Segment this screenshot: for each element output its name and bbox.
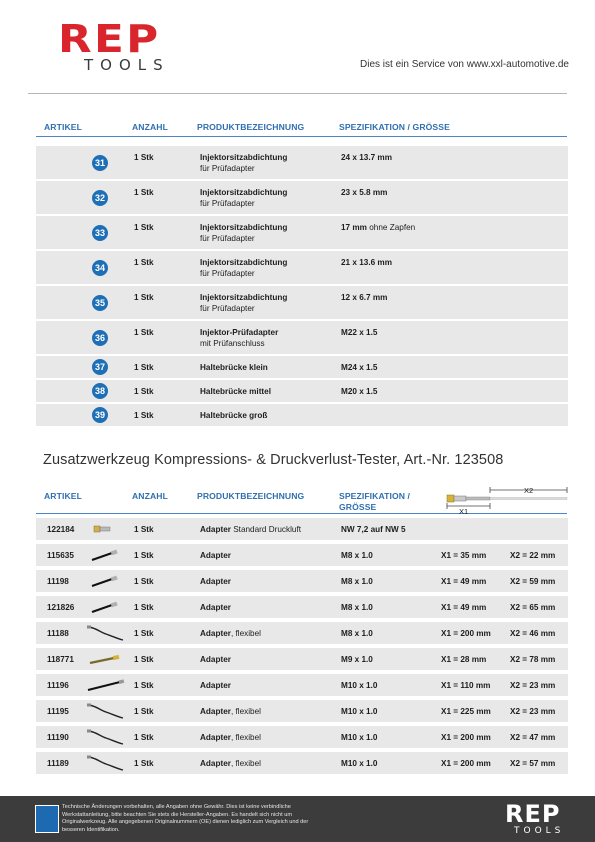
item-number-badge: 34 [92,260,108,276]
row-name-main: Adapter [200,759,231,768]
row-x1: X1 = 200 mm [441,733,491,742]
row-spec: M10 x 1.0 [341,681,378,690]
row-name [200,363,268,374]
row-x1: X1 = 110 mm [441,681,491,690]
header-divider [28,93,567,94]
row-name-main: Injektorsitzabdichtung [200,293,288,302]
row-article-number: 11195 [47,707,69,716]
table1-row [36,251,568,284]
row-qty: 1 Stk [134,387,154,396]
adapter-image-icon [86,572,126,590]
footer-logo-sub: TOOLS [514,826,565,836]
row-name-main: Adapter [200,681,231,690]
row-name [200,153,287,173]
row-name-main: Injektorsitzabdichtung [200,258,288,267]
row-name-main: Adapter [200,551,231,560]
row-qty: 1 Stk [134,411,154,420]
service-text: Dies ist ein Service von www.xxl-automotive.de [360,59,569,70]
footer-logo [505,802,564,836]
row-article-number: 118771 [47,655,74,664]
row-spec: M8 x 1.0 [341,551,373,560]
row-qty: 1 Stk [134,188,154,197]
x1-label: X1 [459,507,469,516]
table1-row [36,216,568,249]
row-article-number: 11196 [47,681,69,690]
row-name-sub: für Prüfadapter [200,199,255,208]
row-name-main: Haltebrücke mittel [200,387,271,396]
table2-row [36,752,568,774]
row-spec: M9 x 1.0 [341,655,373,664]
row-name [200,759,261,768]
row-x1: X1 = 225 mm [441,707,491,716]
row-x1: X1 = 35 mm [441,551,487,560]
row-x2: X2 = 57 mm [510,759,556,768]
row-spec: M8 x 1.0 [341,577,373,586]
table2-row [36,570,568,592]
item-number-badge: 33 [92,225,108,241]
table1-header-rule [36,136,567,137]
row-article-number: 121826 [47,603,75,612]
row-name-sub: für Prüfadapter [200,234,255,243]
row-name-main: Adapter [200,733,231,742]
adapter-image-icon [86,598,126,616]
table2-row [36,518,568,540]
row-spec [341,188,387,197]
row-name-main: Injektor-Prüfadapter [200,328,279,337]
footer-disclaimer: Technische Änderungen vorbehalten, alle Angaben ohne Gewähr. Dies ist keine verbindliche Werkstattanleitung, bitte beachten Sie stets die Hersteller-Angaben. Es handelt sich nicht um Originalwerkzeug. Alle angegebenen Originalnummern (OE) dienen lediglich zum Vergleich und der besseren Identifikation. [62,804,309,833]
col-spezifikation: SPEZIFIKATION / [339,491,411,501]
row-article-number: 11189 [47,759,69,768]
row-qty: 1 Stk [134,707,154,716]
row-x2: X2 = 23 mm [510,681,556,690]
table1-row [36,181,568,214]
row-name [200,603,231,612]
x2-label: X2 [524,486,534,495]
row-name-main: Injektorsitzabdichtung [200,153,288,162]
row-x2: X2 = 46 mm [510,629,556,638]
row-spec: M8 x 1.0 [341,603,373,612]
row-qty: 1 Stk [134,759,154,768]
table2-row [36,596,568,618]
row-name [200,188,287,208]
table2-row [36,648,568,670]
row-spec-main: 21 x 13.6 mm [341,258,392,267]
row-x1: X1 = 49 mm [441,603,487,612]
row-spec [341,363,377,372]
table1-row [36,404,568,426]
adapter-image-icon [86,546,126,564]
logo-main: REP [58,17,161,61]
row-name-sub: für Prüfadapter [200,269,255,278]
row-spec: M10 x 1.0 [341,759,378,768]
adapter-image-icon [86,520,126,538]
row-name-main: Adapter [200,629,231,638]
row-article-number: 11190 [47,733,69,742]
item-number-badge: 35 [92,295,108,311]
row-spec [341,387,377,396]
table1-row [36,356,568,378]
row-spec-main: 24 x 13.7 mm [341,153,392,162]
row-qty: 1 Stk [134,328,154,337]
row-name [200,525,301,534]
adapter-image-icon [86,624,126,642]
row-spec [341,223,415,232]
row-name [200,655,231,664]
row-spec: NW 7,2 auf NW 5 [341,525,406,534]
row-article-number: 122184 [47,525,75,534]
row-article-number: 11188 [47,629,69,638]
row-qty: 1 Stk [134,629,154,638]
row-name [200,629,261,638]
row-spec [341,293,387,302]
row-name [200,577,231,586]
item-number-badge: 39 [92,407,108,423]
row-qty: 1 Stk [134,681,154,690]
row-name [200,733,261,742]
row-name-extra: , flexibel [230,629,261,638]
table1-row [36,286,568,319]
col-anzahl: ANZAHL [132,122,168,132]
row-qty: 1 Stk [134,551,154,560]
row-name-extra: , flexibel [230,759,261,768]
table1-row [36,146,568,179]
item-number-badge: 38 [92,383,108,399]
row-x2: X2 = 22 mm [510,551,556,560]
table1-row [36,321,568,354]
row-name [200,411,267,422]
logo-sub: TOOLS [84,56,170,74]
row-spec-main: 12 x 6.7 mm [341,293,388,302]
col-produkt: PRODUKTBEZEICHNUNG [197,122,305,132]
item-number-badge: 37 [92,359,108,375]
footer-logo-main: REP [505,800,561,828]
row-spec: M10 x 1.0 [341,707,378,716]
row-name-main: Injektorsitzabdichtung [200,223,288,232]
row-name [200,258,287,278]
row-article-number: 115635 [47,551,74,560]
row-qty: 1 Stk [134,603,154,612]
row-name-main: Adapter [200,525,231,534]
table2-row [36,622,568,644]
item-number-badge: 36 [92,330,108,346]
table2-row [36,674,568,696]
row-x1: X1 = 28 mm [441,655,487,664]
row-qty: 1 Stk [134,733,154,742]
row-x2: X2 = 23 mm [510,707,556,716]
row-x2: X2 = 59 mm [510,577,556,586]
row-x1: X1 = 200 mm [441,629,491,638]
table1-header [36,122,567,140]
rep-tools-logo [58,17,170,74]
row-spec: M8 x 1.0 [341,629,373,638]
adapter-image-icon [86,728,126,746]
row-spec-main: 23 x 5.8 mm [341,188,388,197]
row-name-main: Adapter [200,707,231,716]
row-x2: X2 = 47 mm [510,733,556,742]
row-qty: 1 Stk [134,258,154,267]
row-spec-main: M24 x 1.5 [341,363,378,372]
row-qty: 1 Stk [134,577,154,586]
section-title: Zusatzwerkzeug Kompressions- & Druckverlust-Tester, Art.-Nr. 123508 [43,452,504,468]
row-name-main: Adapter [200,577,231,586]
col-artikel: ARTIKEL [44,491,82,501]
row-x1: X1 = 49 mm [441,577,487,586]
row-name [200,551,231,560]
col-artikel: ARTIKEL [44,122,82,132]
row-x1: X1 = 200 mm [441,759,491,768]
row-spec-main: M22 x 1.5 [341,328,378,337]
row-x2: X2 = 78 mm [510,655,556,664]
row-name [200,328,278,348]
adapter-image-icon [86,676,126,694]
row-spec-main: M20 x 1.5 [341,387,378,396]
row-qty: 1 Stk [134,293,154,302]
row-spec-main: 17 mm [341,223,367,232]
table2-row [36,726,568,748]
row-name-sub: für Prüfadapter [200,304,255,313]
row-name [200,681,231,690]
adapter-dimension-diagram [438,482,570,516]
row-name-sub: mit Prüfanschluss [200,339,265,348]
row-article-number: 11198 [47,577,69,586]
row-spec [341,328,377,337]
row-name-main: Haltebrücke klein [200,363,268,372]
adapter-image-icon [86,702,126,720]
row-spec-extra: ohne Zapfen [369,223,416,232]
table1-row [36,380,568,402]
row-name [200,387,271,398]
row-spec [341,258,392,267]
table2-row [36,700,568,722]
table2-row [36,544,568,566]
row-name [200,293,287,313]
row-qty: 1 Stk [134,525,154,534]
ce-badge-icon [35,805,59,833]
row-qty: 1 Stk [134,655,154,664]
footer [0,796,595,842]
row-name [200,223,287,243]
row-name-extra: Standard Druckluft [230,525,302,534]
row-name-main: Injektorsitzabdichtung [200,188,288,197]
item-number-badge: 31 [92,155,108,171]
row-name-sub: für Prüfadapter [200,164,255,173]
col-spezifikation: SPEZIFIKATION / GRÖSSE [339,122,450,132]
adapter-image-icon [86,754,126,772]
row-name-main: Adapter [200,603,231,612]
row-name-main: Haltebrücke groß [200,411,268,420]
col-anzahl: ANZAHL [132,491,168,501]
col-groesse: GRÖSSE [339,502,377,512]
row-qty: 1 Stk [134,153,154,162]
row-qty: 1 Stk [134,223,154,232]
row-name-main: Adapter [200,655,231,664]
col-produkt: PRODUKTBEZEICHNUNG [197,491,305,501]
row-x2: X2 = 65 mm [510,603,556,612]
adapter-image-icon [86,650,126,668]
item-number-badge: 32 [92,190,108,206]
row-spec: M10 x 1.0 [341,733,378,742]
row-name-extra: , flexibel [230,707,261,716]
row-name-extra: , flexibel [230,733,261,742]
row-name [200,707,261,716]
row-qty: 1 Stk [134,363,154,372]
row-spec [341,153,392,162]
